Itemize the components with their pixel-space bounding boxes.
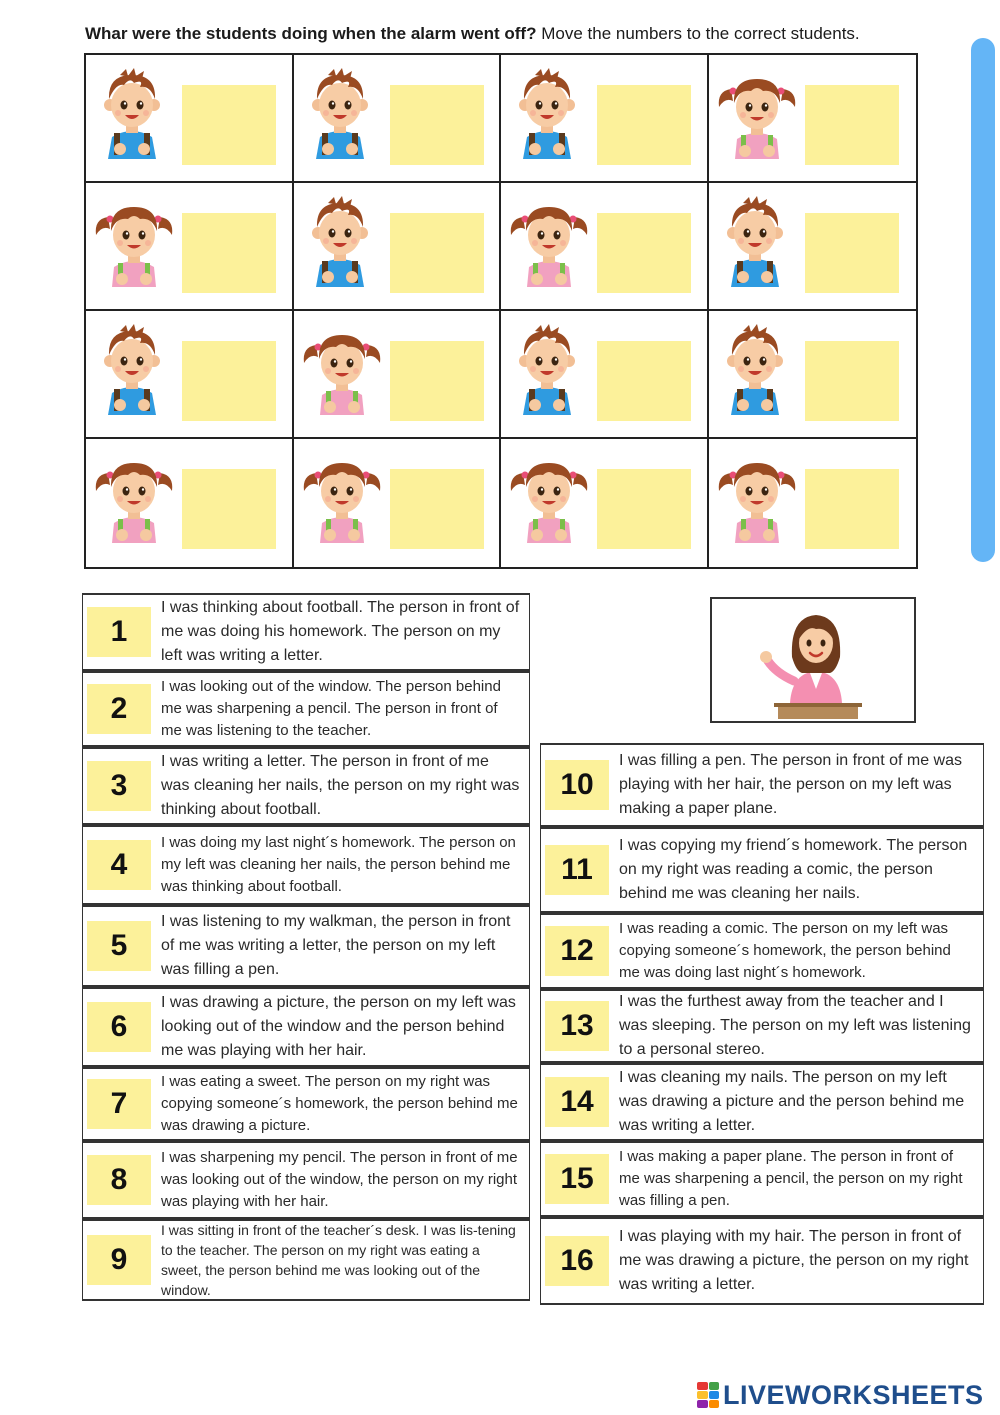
boy-student-icon (100, 67, 164, 159)
girl-student-icon (94, 451, 174, 543)
answer-drop-box[interactable] (805, 469, 899, 549)
draggable-number[interactable]: 16 (545, 1236, 609, 1286)
girl-student-icon (302, 323, 382, 415)
draggable-number[interactable]: 15 (545, 1154, 609, 1204)
answer-drop-box[interactable] (390, 469, 484, 549)
answer-drop-box[interactable] (182, 213, 276, 293)
clue-row (540, 1217, 984, 1305)
scrollbar[interactable] (971, 38, 995, 562)
answer-drop-box[interactable] (182, 341, 276, 421)
clue-text: I was sitting in front of the teacher´s desk. I was lis-tening to the teacher. The person on my right was eating a sweet, the person behind me was looking out of the window. (161, 1222, 516, 1298)
clue-row (82, 905, 530, 987)
clue-text: I was cleaning my nails. The person on my left was drawing a picture and the person behind me was writing a letter. (619, 1069, 965, 1134)
seat-cell (294, 311, 502, 439)
girl-student-icon (302, 451, 382, 543)
seat-cell (86, 183, 294, 311)
answer-drop-box[interactable] (390, 85, 484, 165)
boy-student-icon (723, 323, 787, 415)
liveworksheets-brand[interactable] (697, 1379, 984, 1410)
draggable-number[interactable]: 5 (87, 921, 151, 971)
draggable-number[interactable]: 8 (87, 1155, 151, 1205)
clue-text: I was looking out of the window. The person behind me was sharpening a pencil. The person in front of me was listening to the teacher. (161, 678, 501, 739)
draggable-number[interactable]: 13 (545, 1001, 609, 1051)
clue-row (82, 825, 530, 905)
boy-student-icon (100, 323, 164, 415)
seat-cell (294, 55, 502, 183)
girl-student-icon (94, 195, 174, 287)
seat-cell (294, 183, 502, 311)
clue-row (82, 1067, 530, 1141)
seat-cell (709, 55, 917, 183)
clue-row (540, 827, 984, 913)
answer-drop-box[interactable] (390, 213, 484, 293)
seat-cell (709, 439, 917, 567)
clue-text: I was listening to my walkman, the person in front of me was writing a letter, the person on my left was filling a pen. (161, 913, 511, 978)
draggable-number[interactable]: 7 (87, 1079, 151, 1129)
seat-cell (501, 311, 709, 439)
seat-cell (501, 183, 709, 311)
draggable-number[interactable]: 11 (545, 845, 609, 895)
draggable-number[interactable]: 3 (87, 761, 151, 811)
clue-text: I was reading a comic. The person on my left was copying someone´s homework, the person behind me was doing last night´s homework. (619, 920, 951, 981)
clue-text: I was drawing a picture, the person on my left was looking out of the window and the person behind me was playing with her hair. (161, 994, 516, 1059)
clue-text: I was thinking about football. The person in front of me was doing his homework. The person on my left was writing a letter. (161, 599, 520, 664)
boy-student-icon (308, 67, 372, 159)
answer-drop-box[interactable] (597, 341, 691, 421)
girl-student-icon (717, 67, 797, 159)
clue-row (540, 1141, 984, 1217)
answer-drop-box[interactable] (597, 85, 691, 165)
clue-row (540, 1063, 984, 1141)
teacher-icon (712, 599, 914, 721)
seat-cell (709, 311, 917, 439)
seat-cell (501, 439, 709, 567)
instruction-directions: Move the numbers to the correct students. (541, 24, 860, 43)
draggable-number[interactable]: 6 (87, 1002, 151, 1052)
clue-row (82, 747, 530, 825)
clue-text: I was doing my last night´s homework. The person on my left was cleaning her nails, the person behind me was thinking about football. (161, 834, 516, 895)
seat-cell (709, 183, 917, 311)
answer-drop-box[interactable] (597, 469, 691, 549)
clue-row (82, 987, 530, 1067)
girl-student-icon (717, 451, 797, 543)
answer-drop-box[interactable] (805, 341, 899, 421)
boy-student-icon (308, 195, 372, 287)
clue-row (540, 913, 984, 989)
draggable-number[interactable]: 12 (545, 926, 609, 976)
instruction (85, 24, 935, 44)
clue-text: I was copying my friend´s homework. The person on my right was reading a comic, the person behind me was cleaning her nails. (619, 837, 968, 902)
clue-row (540, 989, 984, 1063)
boy-student-icon (515, 67, 579, 159)
clue-row (82, 671, 530, 747)
seating-grid (84, 53, 918, 569)
seat-cell (86, 439, 294, 567)
clue-text: I was filling a pen. The person in front of me was playing with her hair, the person on my left was making a paper plane. (619, 752, 962, 817)
boy-student-icon (723, 195, 787, 287)
answer-drop-box[interactable] (597, 213, 691, 293)
clue-text: I was eating a sweet. The person on my right was copying someone´s homework, the person behind me was drawing a picture. (161, 1073, 518, 1134)
seat-cell (501, 55, 709, 183)
draggable-number[interactable]: 14 (545, 1077, 609, 1127)
clue-row (82, 1219, 530, 1301)
seat-cell (294, 439, 502, 567)
brand-text: LIVEWORKSHEETS (723, 1379, 984, 1410)
girl-student-icon (509, 451, 589, 543)
clue-row (82, 1141, 530, 1219)
seat-cell (86, 311, 294, 439)
girl-student-icon (509, 195, 589, 287)
draggable-number[interactable]: 9 (87, 1235, 151, 1285)
clue-text: I was playing with my hair. The person in front of me was drawing a picture, the person on my right was writing a letter. (619, 1228, 969, 1293)
clue-text: I was sharpening my pencil. The person in front of me was looking out of the window, the person on my right was playing with her hair. (161, 1149, 518, 1210)
seat-cell (86, 55, 294, 183)
clue-text: I was writing a letter. The person in front of me was cleaning her nails, the person on my right was thinking about football. (161, 753, 520, 818)
draggable-number[interactable]: 1 (87, 607, 151, 657)
clue-text: I was the furthest away from the teacher and I was sleeping. The person on my left was listening to a personal stereo. (619, 993, 971, 1058)
answer-drop-box[interactable] (805, 213, 899, 293)
draggable-number[interactable]: 2 (87, 684, 151, 734)
answer-drop-box[interactable] (182, 469, 276, 549)
brand-logo-icon (697, 1382, 719, 1408)
clue-row (540, 743, 984, 827)
answer-drop-box[interactable] (182, 85, 276, 165)
boy-student-icon (515, 323, 579, 415)
answer-drop-box[interactable] (390, 341, 484, 421)
clue-text: I was making a paper plane. The person in front of me was sharpening a pencil, the person on my right was filling a pen. (619, 1148, 963, 1209)
draggable-number[interactable]: 10 (545, 760, 609, 810)
instruction-question: Whar were the students doing when the alarm went off? (85, 24, 537, 43)
answer-drop-box[interactable] (805, 85, 899, 165)
draggable-number[interactable]: 4 (87, 840, 151, 890)
teacher-panel (710, 597, 916, 723)
clue-row (82, 593, 530, 671)
